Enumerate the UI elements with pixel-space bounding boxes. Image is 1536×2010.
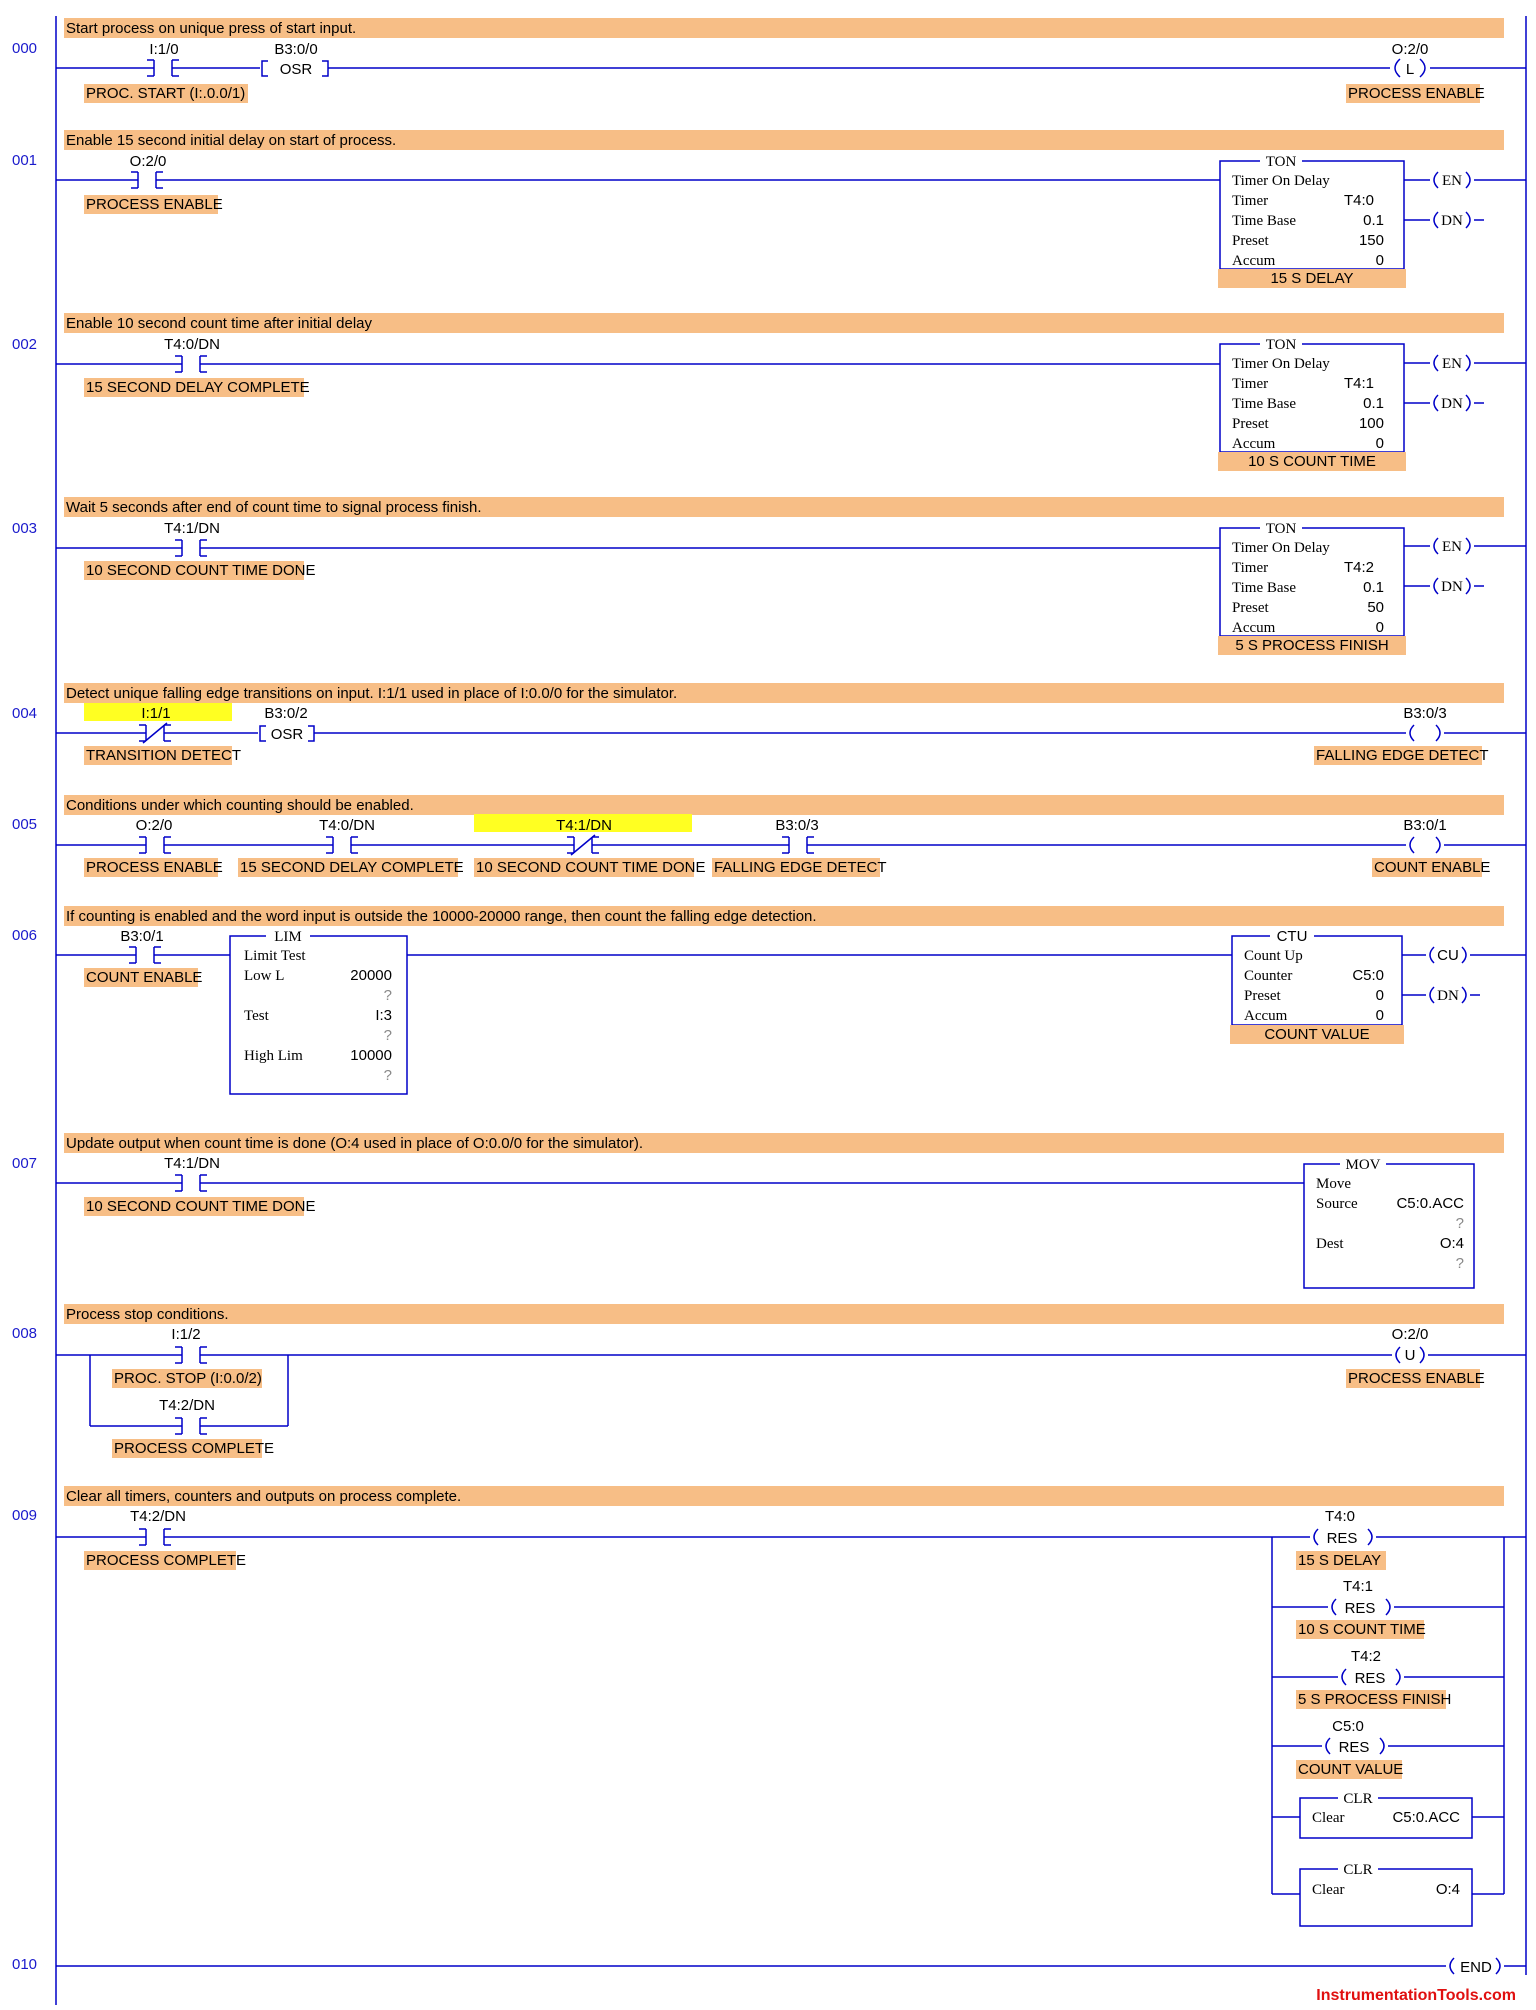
rung-009 bbox=[56, 1508, 1526, 1926]
rung-comment: If counting is enabled and the word input is outside the 10000-20000 range, then count the falling edge detection. bbox=[66, 908, 817, 925]
lim-low: 20000 bbox=[350, 967, 392, 984]
ctu-label: Preset bbox=[1244, 988, 1281, 1004]
res-address: T4:0 bbox=[1324, 1508, 1356, 1525]
mov-label: Dest bbox=[1316, 1236, 1344, 1252]
lim-high-value: ? bbox=[383, 1067, 392, 1084]
ton-name: Timer On Delay bbox=[1232, 356, 1330, 372]
contact-description: 15 SECOND DELAY COMPLETE bbox=[240, 859, 464, 876]
brand-watermark: InstrumentationTools.com bbox=[1316, 1987, 1516, 2004]
osr-instruction: OSR bbox=[270, 726, 304, 743]
rung-comment: Conditions under which counting should be enabled. bbox=[66, 797, 414, 814]
ctu-title: CTU bbox=[1276, 928, 1308, 945]
ctu-label: Accum bbox=[1244, 1008, 1288, 1024]
lim-test: I:3 bbox=[375, 1007, 392, 1024]
ctu-counter: C5:0 bbox=[1352, 967, 1384, 984]
rung-comment: Detect unique falling edge transitions on input. I:1/1 used in place of I:0.0/0 for the simulator. bbox=[66, 685, 678, 702]
coil-description: PROCESS ENABLE bbox=[1348, 1370, 1485, 1387]
end-instruction: END bbox=[1460, 1959, 1492, 1976]
contact-address: T4:1/DN bbox=[164, 1155, 220, 1172]
ton-dn-bit: DN bbox=[1441, 213, 1463, 229]
clr-title: CLR bbox=[1343, 1862, 1373, 1878]
ton-label: Accum bbox=[1232, 436, 1276, 452]
ton-title: TON bbox=[1265, 154, 1297, 170]
ton-description: 10 S COUNT TIME bbox=[1248, 453, 1376, 470]
mov-title: MOV bbox=[1345, 1157, 1381, 1173]
ton-label: Accum bbox=[1232, 253, 1276, 269]
ton-preset: 100 bbox=[1358, 415, 1384, 432]
contact-description: PROCESS ENABLE bbox=[86, 196, 223, 213]
coil-address: B3:0/1 bbox=[1403, 817, 1447, 834]
contact-address: O:2/0 bbox=[129, 153, 167, 170]
ton-timer: T4:0 bbox=[1343, 192, 1374, 209]
rung-comment: Process stop conditions. bbox=[66, 1306, 229, 1323]
mov-name: Move bbox=[1316, 1176, 1351, 1192]
rung-number: 004 bbox=[12, 705, 38, 722]
rung-comment: Update output when count time is done (O:4 used in place of O:0.0/0 for the simulator). bbox=[66, 1135, 643, 1152]
rung-comment: Enable 15 second initial delay on start of process. bbox=[66, 132, 397, 149]
rung-number: 003 bbox=[12, 520, 38, 537]
coil-description: FALLING EDGE DETECT bbox=[1316, 747, 1489, 764]
clr-label: Clear bbox=[1312, 1882, 1345, 1898]
lim-name: Limit Test bbox=[244, 948, 306, 964]
contact-address: T4:2/DN bbox=[159, 1397, 215, 1414]
ctu-label: Counter bbox=[1244, 968, 1293, 984]
ton-accum: 0 bbox=[1375, 619, 1384, 636]
rung-number: 007 bbox=[12, 1155, 38, 1172]
lim-title: LIM bbox=[274, 929, 302, 945]
res-instruction: RES bbox=[1326, 1530, 1358, 1547]
ctu-description: COUNT VALUE bbox=[1264, 1026, 1370, 1043]
contact-description: 15 SECOND DELAY COMPLETE bbox=[86, 379, 310, 396]
mov-dest-value: ? bbox=[1455, 1255, 1464, 1272]
coil-description: COUNT ENABLE bbox=[1374, 859, 1491, 876]
contact-address: I:1/0 bbox=[149, 41, 179, 58]
res-instruction: RES bbox=[1354, 1670, 1386, 1687]
ton-timebase: 0.1 bbox=[1363, 395, 1384, 412]
res-description: 10 S COUNT TIME bbox=[1298, 1621, 1426, 1638]
ton-name: Timer On Delay bbox=[1232, 173, 1330, 189]
rung-004 bbox=[56, 703, 1526, 765]
contact-description: PROCESS ENABLE bbox=[86, 859, 223, 876]
coil-address: O:2/0 bbox=[1391, 1326, 1429, 1343]
res-description: COUNT VALUE bbox=[1298, 1761, 1404, 1778]
ton-label: Accum bbox=[1232, 620, 1276, 636]
contact-description: TRANSITION DETECT bbox=[86, 747, 242, 764]
coil-type: U bbox=[1404, 1347, 1416, 1364]
ton-name: Timer On Delay bbox=[1232, 540, 1330, 556]
rung-number: 010 bbox=[12, 1956, 38, 1973]
contact-description: PROC. STOP (I:0.0/2) bbox=[114, 1370, 262, 1387]
ton-label: Preset bbox=[1232, 233, 1269, 249]
mov-label: Source bbox=[1316, 1196, 1358, 1212]
ton-title: TON bbox=[1265, 521, 1297, 537]
osr-instruction: OSR bbox=[279, 61, 313, 78]
rung-008 bbox=[56, 1326, 1526, 1458]
contact-description: PROCESS COMPLETE bbox=[86, 1552, 247, 1569]
rung-comment: Enable 10 second count time after initial delay bbox=[66, 315, 373, 332]
ton-timer: T4:1 bbox=[1343, 375, 1374, 392]
contact-description: FALLING EDGE DETECT bbox=[714, 859, 887, 876]
ton-label: Timer bbox=[1232, 560, 1269, 576]
lim-low-value: ? bbox=[383, 987, 392, 1004]
rung-number: 002 bbox=[12, 336, 38, 353]
contact-address: I:1/2 bbox=[171, 1326, 201, 1343]
lim-test-value: ? bbox=[383, 1027, 392, 1044]
contact-description: 10 SECOND COUNT TIME DONE bbox=[86, 1198, 316, 1215]
contact-address: T4:0/DN bbox=[164, 336, 220, 353]
clr-dest: O:4 bbox=[1435, 1881, 1460, 1898]
ton-label: Preset bbox=[1232, 600, 1269, 616]
rung-comment: Clear all timers, counters and outputs on process complete. bbox=[66, 1488, 462, 1505]
res-address: T4:1 bbox=[1342, 1578, 1374, 1595]
rung-number: 000 bbox=[12, 40, 38, 57]
ton-label: Time Base bbox=[1232, 396, 1297, 412]
ton-timebase: 0.1 bbox=[1363, 212, 1384, 229]
rung-000 bbox=[56, 41, 1526, 103]
contact-address: T4:1/DN bbox=[164, 520, 220, 537]
contact-description: 10 SECOND COUNT TIME DONE bbox=[476, 859, 706, 876]
contact-description: 10 SECOND COUNT TIME DONE bbox=[86, 562, 316, 579]
ton-dn-bit: DN bbox=[1441, 396, 1463, 412]
res-description: 15 S DELAY bbox=[1298, 1552, 1382, 1569]
ton-label: Timer bbox=[1232, 193, 1269, 209]
lim-label: Low L bbox=[244, 968, 285, 984]
ctu-preset: 0 bbox=[1375, 987, 1384, 1004]
osr-address: B3:0/0 bbox=[274, 41, 318, 58]
lim-label: Test bbox=[244, 1008, 269, 1024]
contact-address: T4:0/DN bbox=[319, 817, 375, 834]
lim-high: 10000 bbox=[350, 1047, 392, 1064]
res-address: C5:0 bbox=[1332, 1718, 1364, 1735]
ton-title: TON bbox=[1265, 337, 1297, 353]
coil-description: PROCESS ENABLE bbox=[1348, 85, 1485, 102]
contact-description: PROCESS COMPLETE bbox=[114, 1440, 275, 1457]
clr-label: Clear bbox=[1312, 1810, 1345, 1826]
ctu-name: Count Up bbox=[1244, 948, 1303, 964]
mov-source-value: ? bbox=[1455, 1215, 1464, 1232]
ton-preset: 150 bbox=[1358, 232, 1384, 249]
rung-comment: Wait 5 seconds after end of count time to signal process finish. bbox=[66, 499, 482, 516]
ctu-cu-bit: CU bbox=[1437, 947, 1459, 964]
mov-dest: O:4 bbox=[1439, 1235, 1464, 1252]
ton-label: Time Base bbox=[1232, 580, 1297, 596]
rung-002 bbox=[56, 336, 1526, 471]
ctu-dn-bit: DN bbox=[1437, 988, 1459, 1004]
ton-accum: 0 bbox=[1375, 435, 1384, 452]
ton-accum: 0 bbox=[1375, 252, 1384, 269]
ton-en-bit: EN bbox=[1442, 356, 1462, 372]
rung-comment: Start process on unique press of start input. bbox=[66, 20, 357, 37]
coil-type: L bbox=[1405, 61, 1415, 78]
contact-description: PROC. START (I:.0.0/1) bbox=[86, 85, 246, 102]
lim-label: High Lim bbox=[244, 1048, 303, 1064]
clr-dest: C5:0.ACC bbox=[1392, 1809, 1460, 1826]
osr-address: B3:0/2 bbox=[264, 705, 308, 722]
ton-en-bit: EN bbox=[1442, 539, 1462, 555]
rung-number: 005 bbox=[12, 816, 38, 833]
ton-label: Timer bbox=[1232, 376, 1269, 392]
clr-title: CLR bbox=[1343, 1791, 1373, 1807]
rung-007 bbox=[56, 1155, 1474, 1288]
res-instruction: RES bbox=[1344, 1600, 1376, 1617]
res-address: T4:2 bbox=[1350, 1648, 1382, 1665]
ton-preset: 50 bbox=[1367, 599, 1384, 616]
ton-description: 15 S DELAY bbox=[1270, 270, 1354, 287]
coil-address: O:2/0 bbox=[1391, 41, 1429, 58]
rung-number: 008 bbox=[12, 1325, 38, 1342]
mov-source: C5:0.ACC bbox=[1396, 1195, 1464, 1212]
ton-dn-bit: DN bbox=[1441, 579, 1463, 595]
coil-address: B3:0/3 bbox=[1403, 705, 1447, 722]
contact-address: B3:0/3 bbox=[775, 817, 819, 834]
contact-address: T4:2/DN bbox=[130, 1508, 186, 1525]
rung-001 bbox=[56, 153, 1526, 288]
ton-timer: T4:2 bbox=[1343, 559, 1374, 576]
ton-label: Preset bbox=[1232, 416, 1269, 432]
ton-label: Time Base bbox=[1232, 213, 1297, 229]
rung-number: 009 bbox=[12, 1507, 38, 1524]
res-description: 5 S PROCESS FINISH bbox=[1298, 1691, 1452, 1708]
contact-address: O:2/0 bbox=[135, 817, 173, 834]
contact-address: T4:1/DN bbox=[556, 817, 612, 834]
ctu-accum: 0 bbox=[1375, 1007, 1384, 1024]
contact-description: COUNT ENABLE bbox=[86, 969, 203, 986]
ton-en-bit: EN bbox=[1442, 173, 1462, 189]
contact-address: I:1/1 bbox=[141, 705, 171, 722]
ton-timebase: 0.1 bbox=[1363, 579, 1384, 596]
rung-005 bbox=[56, 814, 1526, 877]
rung-006 bbox=[56, 928, 1526, 1094]
rung-number: 001 bbox=[12, 152, 38, 169]
rung-003 bbox=[56, 520, 1526, 655]
res-instruction: RES bbox=[1338, 1739, 1370, 1756]
ton-description: 5 S PROCESS FINISH bbox=[1235, 637, 1389, 654]
rung-number: 006 bbox=[12, 927, 38, 944]
contact-address: B3:0/1 bbox=[120, 928, 164, 945]
rung-010 bbox=[56, 1958, 1526, 1976]
